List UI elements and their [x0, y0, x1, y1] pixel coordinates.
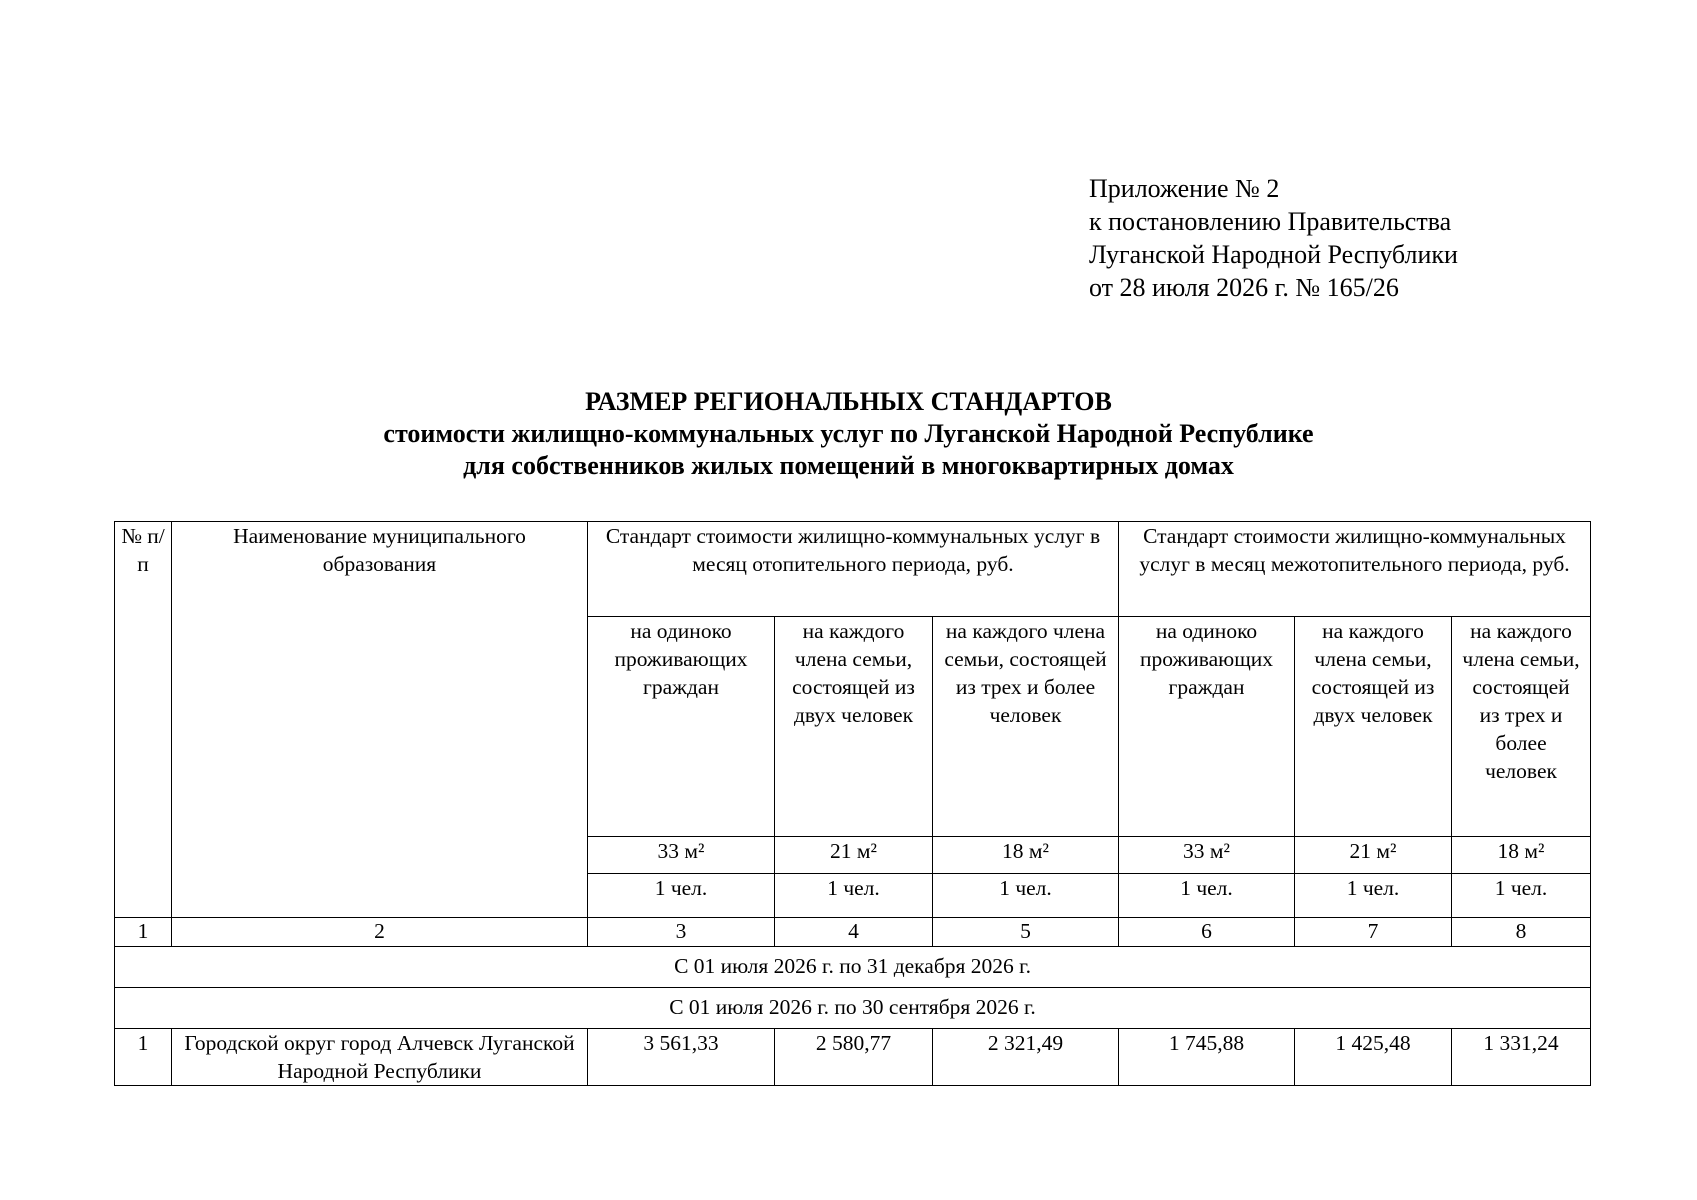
column-numbers-row — [115, 918, 1591, 947]
row-value: 1 331,24 — [1452, 1029, 1591, 1086]
appendix-line: к постановлению Правительства — [1089, 207, 1452, 236]
persons-cell: 1 чел. — [933, 874, 1119, 918]
area-cell: 18 м² — [933, 837, 1119, 874]
appendix-line: Луганской Народной Республики — [1089, 240, 1458, 269]
area-cell: 21 м² — [775, 837, 933, 874]
row-value: 2 580,77 — [775, 1029, 933, 1086]
area-cell: 21 м² — [1295, 837, 1452, 874]
area-cell: 33 м² — [1119, 837, 1295, 874]
subheader-cell: на каждого члена семьи, состоящей из трех и более человек — [1452, 617, 1591, 837]
column-number: 6 — [1119, 918, 1295, 947]
table-row — [115, 1029, 1591, 1086]
row-name: Городской округ город Алчевск Луганской Народной Республики — [172, 1029, 588, 1086]
period-label: С 01 июля 2026 г. по 30 сентября 2026 г. — [115, 988, 1591, 1029]
row-value: 2 321,49 — [933, 1029, 1119, 1086]
header-nonheating-period: Стандарт стоимости жилищно-коммунальных услуг в месяц межотопительного периода, руб. — [1119, 522, 1591, 617]
title-line-2: стоимости жилищно-коммунальных услуг по Луганской Народной Республике — [383, 419, 1314, 448]
column-number: 1 — [115, 918, 172, 947]
persons-cell: 1 чел. — [1295, 874, 1452, 918]
header-num: № п/п — [115, 522, 172, 918]
header-heating-period: Стандарт стоимости жилищно-коммунальных услуг в месяц отопительного периода, руб. — [588, 522, 1119, 617]
row-value: 3 561,33 — [588, 1029, 775, 1086]
persons-cell: 1 чел. — [1452, 874, 1591, 918]
period-row — [115, 947, 1591, 988]
row-value: 1 425,48 — [1295, 1029, 1452, 1086]
title-line-1: РАЗМЕР РЕГИОНАЛЬНЫХ СТАНДАРТОВ — [585, 387, 1112, 416]
appendix-line: от 28 июля 2026 г. № 165/26 — [1089, 273, 1399, 302]
column-number: 8 — [1452, 918, 1591, 947]
persons-cell: 1 чел. — [775, 874, 933, 918]
row-num: 1 — [115, 1029, 172, 1086]
subheader-cell: на одиноко проживающих граждан — [1119, 617, 1295, 837]
column-number: 7 — [1295, 918, 1452, 947]
period-row — [115, 988, 1591, 1029]
area-cell: 33 м² — [588, 837, 775, 874]
column-number: 3 — [588, 918, 775, 947]
document-title — [0, 386, 1697, 482]
persons-cell: 1 чел. — [1119, 874, 1295, 918]
header-row — [115, 522, 1591, 617]
appendix-line: Приложение № 2 — [1089, 174, 1280, 203]
column-number: 2 — [172, 918, 588, 947]
period-label: С 01 июля 2026 г. по 31 декабря 2026 г. — [115, 947, 1591, 988]
area-cell: 18 м² — [1452, 837, 1591, 874]
column-number: 5 — [933, 918, 1119, 947]
standards-table — [114, 521, 1591, 1086]
row-value: 1 745,88 — [1119, 1029, 1295, 1086]
persons-cell: 1 чел. — [588, 874, 775, 918]
subheader-cell: на каждого члена семьи, состоящей из двух человек — [775, 617, 933, 837]
header-name: Наименование муниципального образования — [172, 522, 588, 918]
subheader-cell: на каждого члена семьи, состоящей из трех и более человек — [933, 617, 1119, 837]
column-number: 4 — [775, 918, 933, 947]
appendix-block — [1089, 172, 1458, 304]
subheader-cell: на каждого члена семьи, состоящей из двух человек — [1295, 617, 1452, 837]
title-line-3: для собственников жилых помещений в многоквартирных домах — [463, 451, 1234, 480]
subheader-cell: на одиноко проживающих граждан — [588, 617, 775, 837]
